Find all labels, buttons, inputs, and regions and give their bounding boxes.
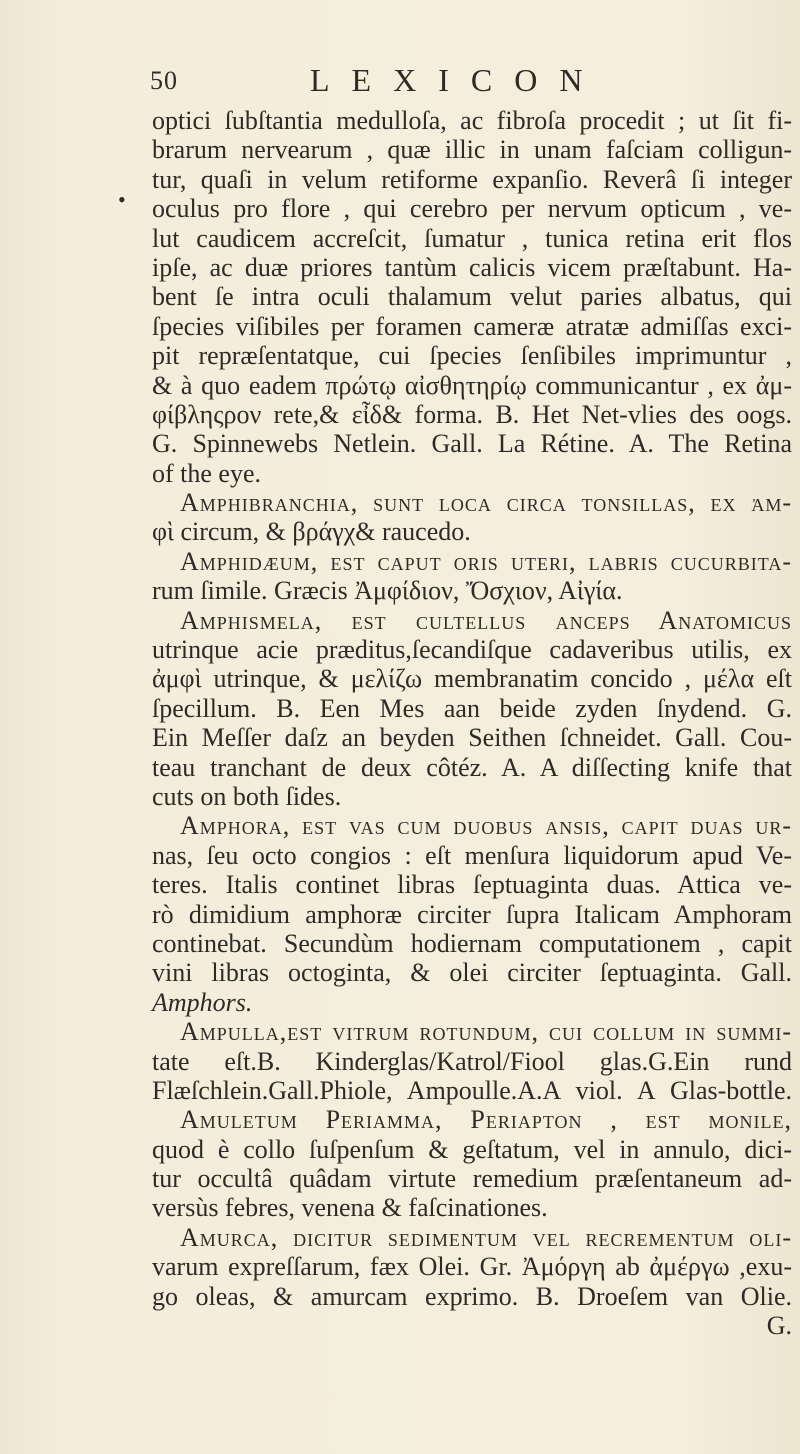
text-line: continebat. Secundùm hodiernam computationem , capit [152,928,792,958]
text-line: Amphors. [152,987,253,1017]
text-line: quod è collo ſuſpenſum & geſtatum, vel in annulo, dici- [152,1134,792,1164]
entry-amurca: Amurca, dicitur ſedimentum vel recrementum oli- [180,1222,792,1252]
text-line: tur occultâ quâdam virtute remedium præſentaneum ad- [152,1164,792,1194]
text-line: ἀμφὶ utrinque, & μελίζω membranatim concido , μέλα eſt [152,664,792,694]
text-line: go oleas, & amurcam exprimo. B. Droeſem van Olie. [152,1281,792,1311]
text-line: bent ſe intra oculi thalamum velut paries albatus, qui [152,282,792,312]
catchword: G. [766,1311,792,1341]
text-line: ſpecies viſibiles per foramen cameræ atratæ admiſſas exci- [152,311,792,341]
text-line: cuts on both ſides. [152,781,342,811]
text-line: lut caudicem accreſcit, ſumatur , tunica retina erit flos [152,223,792,253]
text-line: rò dimidium amphoræ circiter ſupra Italicam Amphoram [152,899,792,929]
entry-amphora: Amphora, eſt vas cum duobus anſis, capit duas ur- [180,811,792,841]
text-line: φίβληςρον rete,& εἶδ& forma. B. Het Net-vlies des oogs. [152,399,792,429]
margin-mark: • [118,187,126,212]
entry-amphidaeum: Amphidæum, eſt caput oris uteri, labris cucurbita- [180,546,792,576]
text-line: versùs febres, venena & faſcinationes. [152,1193,548,1223]
text-line: ſpecillum. B. Een Mes aan beide zyden ſnydend. G. [152,693,792,723]
text-line: Ein Meſſer daſz an beyden Seithen ſchneidet. Gall. Cou- [152,723,792,753]
text-line: teau tranchant de deux côtéz. A. A diſſecting knife that [152,752,792,782]
text-line: ipſe, ac duæ priores tantùm calicis vicem præſtabunt. Ha- [152,252,792,282]
page-number: 50 [150,66,178,95]
text-line: tur, quaſi in velum retiforme expanſio. Reverâ ſi integer [152,164,792,194]
running-head: LEXICON [310,62,605,98]
text-line: G. Spinnewebs Netlein. Gall. La Rétine. A. The Retina [152,429,792,459]
text-line: φὶ circum, & βράγχ& raucedo. [152,517,471,547]
entry-amphismela: Amphismela, eſt cultellus anceps Anatomicus [180,605,792,635]
text-line: pit repræſentatque, cui ſpecies ſenſibiles imprimuntur , [152,341,792,371]
text-line: nas, ſeu octo congios : eſt menſura liquidorum apud Ve- [152,840,792,870]
text-line: oculus pro flore , qui cerebro per nervum opticum , ve- [152,194,792,224]
text-line: rum ſimile. Græcis Ἀμφίδιον, Ὄσχιον, Αἰγία. [152,576,623,606]
text-line: optici ſubſtantia medulloſa, ac fibroſa procedit ; ut ſit fi- [152,106,792,135]
lexicon-text [152,106,792,1340]
text-line: Flæſchlein.Gall.Phiole, Ampoulle.A.A viol. A Glas-bottle. [152,1075,792,1105]
page-header [150,60,650,100]
text-line: utrinque acie præditus,ſecandiſque cadaveribus utilis, ex [152,635,792,665]
text-line: & à quo eadem πρώτῳ αἰσθητηρίῳ communicantur , ex ἀμ- [152,370,792,400]
text-line: varum expreſſarum, fæx Olei. Gr. Ἀμόργη ab ἀμέργω ,exu- [152,1252,792,1282]
entry-amuletum: Amuletum Periamma, Periapton , eſt monile, [180,1105,792,1135]
text-line: vini libras octoginta, & olei circiter ſeptuaginta. Gall. [152,958,792,988]
text-line: teres. Italis continet libras ſeptuaginta duas. Attica ve- [152,870,792,900]
text-line: brarum nervearum , quæ illic in unam faſciam colligun- [152,135,792,165]
text-line: tate eſt.B. Kinderglas/Katrol/Fiool glas.G.Ein rund [152,1046,792,1076]
entry-amphibranchia: Amphibranchia, ſunt loca circa tonſillas, ex ἀμ- [180,488,792,518]
text-line: of the eye. [152,458,262,488]
entry-ampulla: Ampulla,eſt vitrum rotundum, cui collum in ſummi- [180,1017,792,1047]
